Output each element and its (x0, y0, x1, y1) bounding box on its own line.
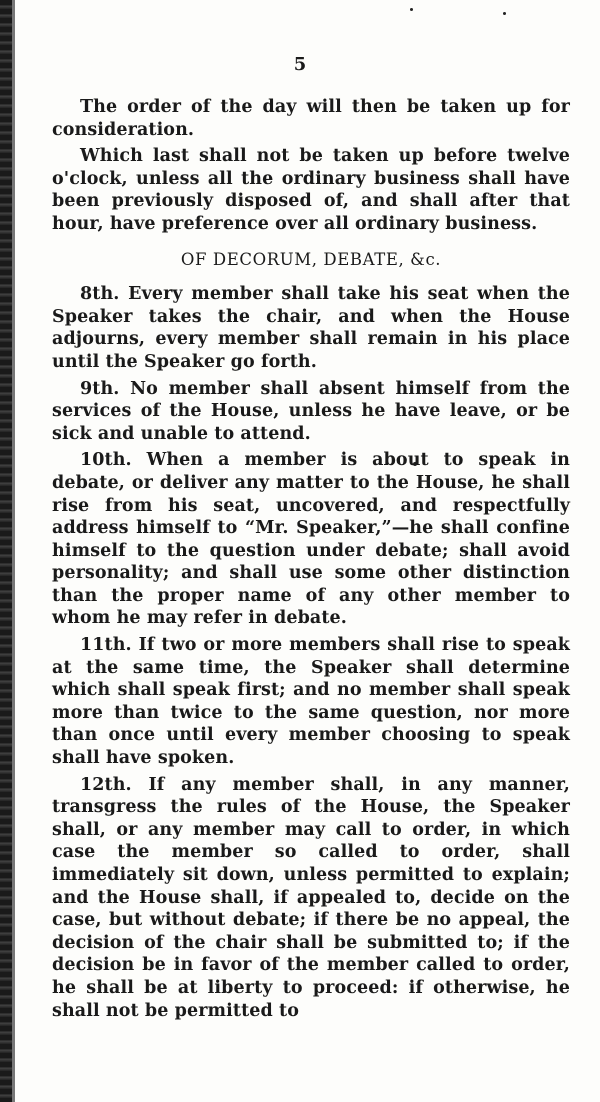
ink-speck (503, 12, 506, 15)
rule-11-paragraph: 11th. If two or more members shall rise to speak at the same time, the Speaker shall determine which shall speak first; and no member shall speak more than twice to the same question, nor more than once until every member choosing to speak shall have spoken. (52, 635, 570, 769)
page-text (52, 96, 570, 1022)
section-heading: OF DECORUM, DEBATE, &c. (180, 249, 442, 269)
rule-9-paragraph: 9th. No member shall absent himself from the services of the House, unless he have leave, or be sick and unable to attend. (52, 378, 570, 444)
rule-8-paragraph: 8th. Every member shall take his seat when the Speaker takes the chair, and when the House adjourns, every member shall remain in his place until the Speaker go forth. (52, 284, 570, 372)
binding-edge (0, 0, 12, 1102)
rule-10-paragraph: 10th. When a member is about to speak in debate, or deliver any matter to the House, he shall rise from his seat, uncovered, and respectfully address himself to “Mr. Speaker,”—he shall confine himself to the question under debate; shall avoid personality; and shall use some other distinction than the proper name of any other member to whom he may refer in debate. (52, 450, 570, 629)
rule-12-paragraph: 12th. If any member shall, in any manner, transgress the rules of the House, the Speaker shall, or any member may call to order, in which case the member so called to order, shall immediately sit down, unless permitted to explain; and the House shall, if appealed to, decide on the case, but without debate; if there be no appeal, the decision of the chair shall be submitted to; if the decision be in favor of the member called to order, he shall be at liberty to proceed: if otherwise, he shall not be permitted to (52, 774, 570, 1021)
page-number: 5 (293, 54, 307, 75)
proviso-paragraph: Which last shall not be taken up before twelve o'clock, unless all the ordinary business shall have been previously disposed of, and shall after that hour, have preference over all ordinary business. (52, 146, 570, 234)
ink-speck (410, 8, 413, 11)
continuation-paragraph: The order of the day will then be taken up for consideration. (52, 97, 570, 140)
binding-shadow (12, 0, 15, 1102)
